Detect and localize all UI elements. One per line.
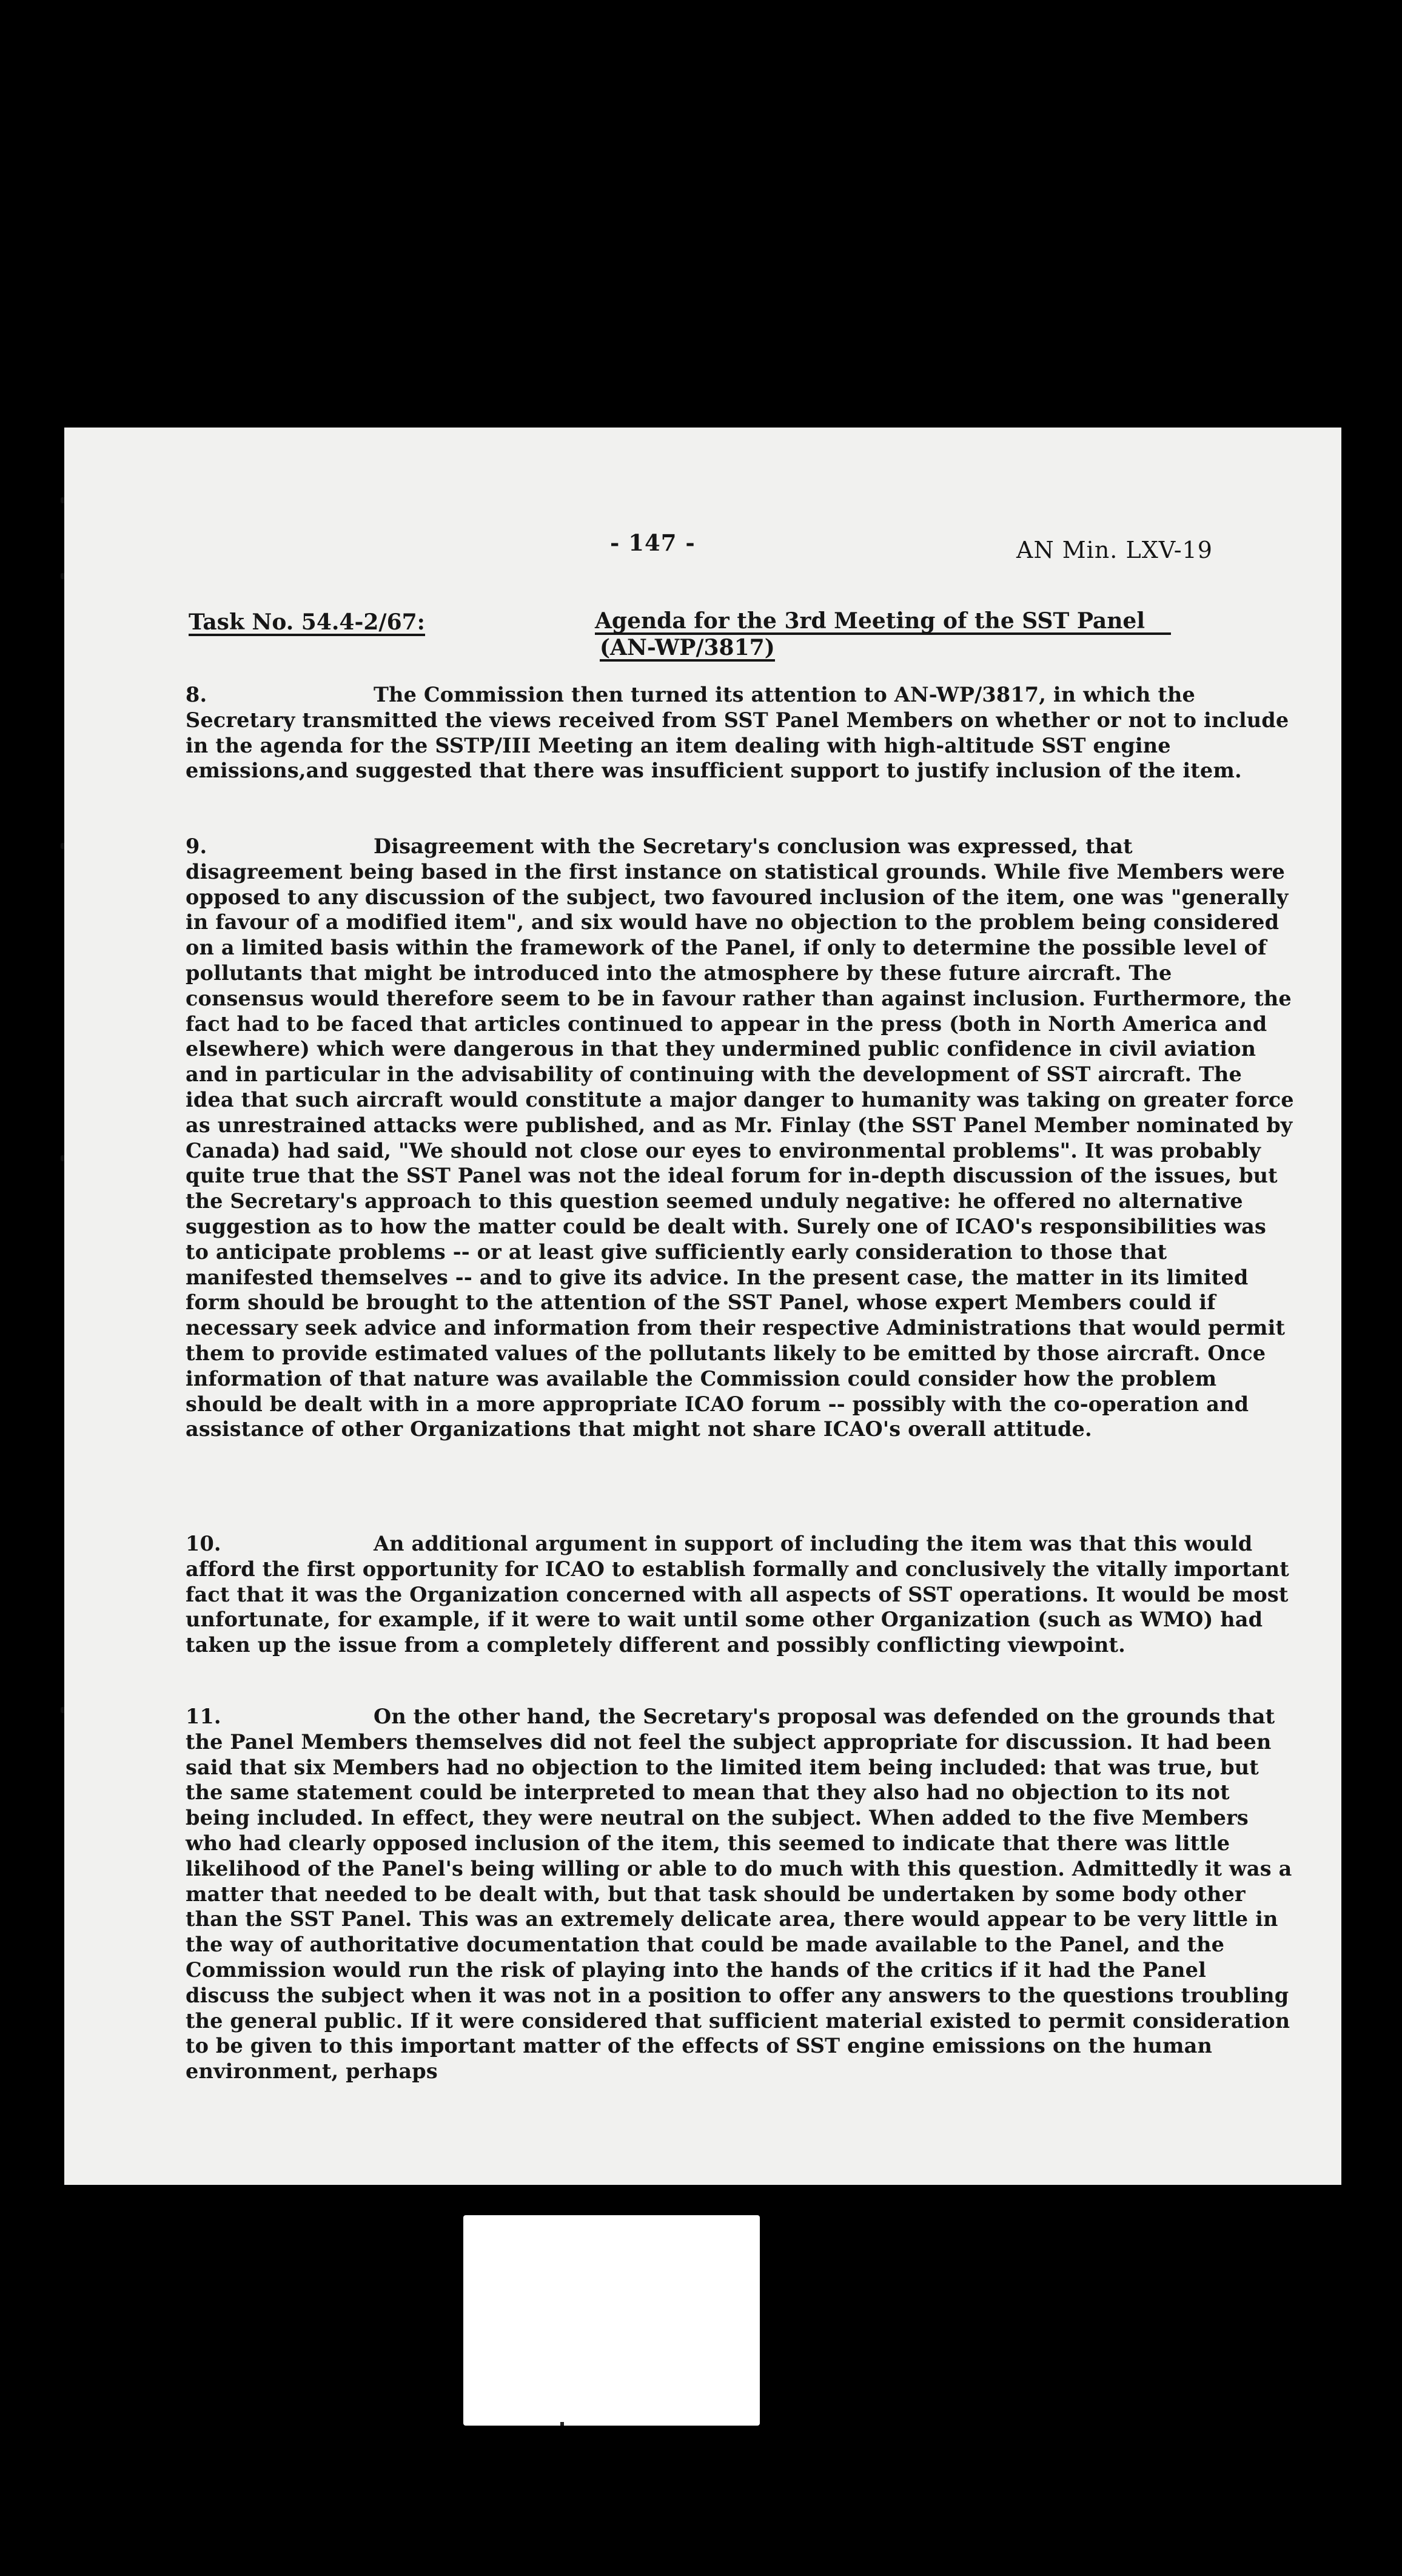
paragraph-number: 11. [186,1705,221,1728]
paragraph-8 [186,682,1295,783]
paragraph-11 [186,1704,1295,2084]
blank-label-area [463,2215,760,2426]
paragraph-10 [186,1531,1295,1658]
paragraph-text: On the other hand, the Secretary's proposal was defended on the grounds that the Panel Members themselves did not feel the subject appropriate for discussion. It had been said that six Members had no objection to the limited item being included: that was true, but the same statement could be interpreted to mean that they also had no objection to its not being included. In effect, they were neutral on the subject. When added to the five Members who had clearly opposed inclusion of the item, this seemed to indicate that there was little likelihood of the Panel's being willing or able to do much with this question. Admittedly it was a matter that needed to be dealt with, but that task should be undertaken by some body other than the SST Panel. This was an extremely delicate area, there would appear to be very little in the way of authoritative documentation that could be made available to the Panel, and the Commission would run the risk of playing into the hands of the critics if it had the Panel discuss the subject when it was not in a position to offer any answers to the questions troubling the general public. If it were considered that sufficient material existed to permit consideration to be given to this important matter of the effects of SST engine emissions on the human environment, perhaps [186,1705,1292,2084]
paragraph-text: Disagreement with the Secretary's conclusion was expressed, that disagreement being based in the first instance on statistical grounds. While five Members were opposed to any discussion of the subject, two favoured inclusion of the item, one was "generally in favour of a modified item", and six would have no objection to the problem being considered on a limited basis within the framework of the Panel, if only to determine the possible level of pollutants that might be introduced into the atmosphere by these future aircraft. The consensus would therefore seem to be in favour rather than against inclusion. Furthermore, the fact had to be faced that articles continued to appear in the press (both in North America and elsewhere) which were dangerous in that they undermined public confidence in civil aviation and in particular in the advisability of continuing with the development of SST aircraft. The idea that such aircraft would constitute a major danger to humanity was taking on greater force as unrestrained attacks were published, and as Mr. Finlay (the SST Panel Member nominated by Canada) had said, "We should not close our eyes to environmental problems". It was probably quite true that the SST Panel was not the ideal forum for in-depth discussion of the issues, but the Secretary's approach to this question seemed unduly negative: he offered no alternative suggestion as to how the matter could be dealt with. Surely one of ICAO's responsibilities was to anticipate problems -- or at least give sufficiently early consideration to those that manifested themselves -- and to give its advice. In the present case, the matter in its limited form should be brought to the attention of the SST Panel, whose expert Members could if necessary seek advice and information from their respective Administrations that would permit them to provide estimated values of the pollutants likely to be emitted by those aircraft. Once information of that nature was available the Commission could consider how the problem should be dealt with in a more appropriate ICAO forum -- possibly with the co-operation and assistance of other Organizations that might not share ICAO's overall attitude. [186,834,1294,1441]
paragraph-number: 8. [186,683,207,706]
task-title: Agenda for the 3rd Meeting of the SST Panel [595,609,1171,635]
document-page [64,428,1341,2185]
task-reference: (AN-WP/3817) [600,635,775,660]
paragraph-9 [186,834,1295,1442]
paragraph-number: 10. [186,1532,221,1555]
page-number: - 147 - [610,529,696,556]
paragraph-text: An additional argument in support of including the item was that this would afford the first opportunity for ICAO to establish formally and conclusively the vitally important fact that it was the Organization concerned with all aspects of SST operations. It would be most unfortunate, for example, if it were to wait until some other Organization (such as WMO) had taken up the issue from a completely different and possibly conflicting viewpoint. [186,1532,1289,1657]
paragraph-text: The Commission then turned its attention to AN-WP/3817, in which the Secretary transmitted the views received from SST Panel Members on whether or not to include in the agenda for the SSTP/III Meeting an item dealing with high-altitude SST engine emissions,and suggested that there was insufficient support to justify inclusion of the item. [186,683,1289,783]
task-heading [189,608,1171,660]
paragraph-number: 9. [186,834,207,858]
task-label: Task No. 54.4-2/67: [189,609,425,635]
document-reference: AN Min. LXV-19 [1016,537,1213,563]
task-title-block [595,609,1171,662]
tick-mark [560,2422,564,2426]
